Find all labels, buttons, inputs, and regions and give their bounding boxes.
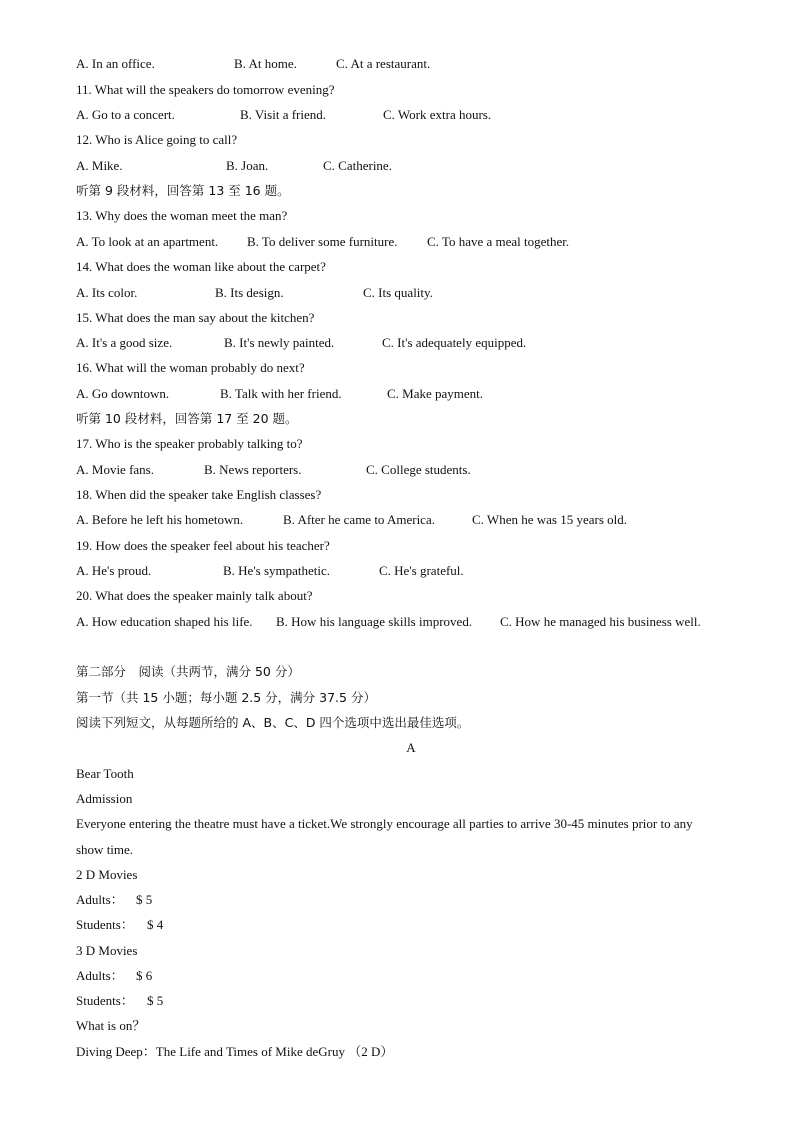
q20-option-b: B. How his language skills improved. [276, 614, 473, 629]
q18-option-b: B. After he came to America. [283, 512, 435, 527]
q19-option-a: A. He's proud. [76, 563, 152, 578]
admission-text-line-1: Everyone entering the theatre must have a ticket.We strongly encourage all parties to arrive 30-45 minutes prior to any [76, 816, 693, 831]
q17-option-a: A. Movie fans. [76, 462, 154, 477]
students-label: Students： [76, 917, 134, 932]
price-2d-adults: $ 5 [136, 892, 153, 907]
section9-instruction: 听第 9 段材料，回答第 13 至 16 题。 [76, 183, 290, 198]
q16-option-b: B. Talk with her friend. [220, 386, 342, 401]
admission-heading: Admission [76, 791, 133, 806]
q15-option-a: A. It's a good size. [76, 335, 173, 350]
q17-option-c: C. College students. [366, 462, 471, 477]
adults-label: Adults： [76, 968, 124, 983]
q13-question: 13. Why does the woman meet the man? [76, 208, 288, 223]
q15-question: 15. What does the man say about the kitchen? [76, 310, 315, 325]
adults-label: Adults： [76, 892, 124, 907]
q15-option-b: B. It's newly painted. [224, 335, 335, 350]
passage-label: A [406, 740, 416, 755]
price-3d-adults: $ 6 [136, 968, 153, 983]
q17-option-b: B. News reporters. [204, 462, 302, 477]
q13-option-c: C. To have a meal together. [427, 234, 570, 249]
q11-option-a: A. Go to a concert. [76, 107, 175, 122]
q14-question: 14. What does the woman like about the carpet? [76, 259, 326, 274]
q10-option-a: A. In an office. [76, 56, 155, 71]
q18-option-c: C. When he was 15 years old. [472, 512, 628, 527]
q11-option-b: B. Visit a friend. [240, 107, 326, 122]
q10-option-b: B. At home. [234, 56, 297, 71]
q19-option-b: B. He's sympathetic. [223, 563, 331, 578]
q14-option-b: B. Its design. [215, 285, 284, 300]
q11-option-c: C. Work extra hours. [383, 107, 492, 122]
q12-question: 12. Who is Alice going to call? [76, 132, 238, 147]
q19-question: 19. How does the speaker feel about his teacher? [76, 538, 330, 553]
q20-question: 20. What does the speaker mainly talk about? [76, 588, 313, 603]
q20-option-a: A. How education shaped his life. [76, 614, 253, 629]
q16-option-a: A. Go downtown. [76, 386, 170, 401]
movies-3d-heading: 3 D Movies [76, 943, 138, 958]
admission-text-line-2: show time. [76, 842, 134, 857]
q18-option-a: A. Before he left his hometown. [76, 512, 244, 527]
students-label: Students： [76, 993, 134, 1008]
part2-heading: 第二部分 阅读（共两节，满分 50 分） [76, 664, 300, 679]
q18-question: 18. When did the speaker take English classes? [76, 487, 322, 502]
q13-option-b: B. To deliver some furniture. [247, 234, 398, 249]
q14-option-a: A. Its color. [76, 285, 138, 300]
q10-option-c: C. At a restaurant. [336, 56, 431, 71]
whats-on-heading: What is on？ [76, 1018, 146, 1033]
part2-section1-heading: 第一节（共 15 小题；每小题 2.5 分，满分 37.5 分） [76, 690, 376, 705]
part2-instruction: 阅读下列短文，从每题所给的 A、B、C、D 四个选项中选出最佳选项。 [76, 715, 470, 730]
q12-option-b: B. Joan. [226, 158, 269, 173]
q19-option-c: C. He's grateful. [379, 563, 464, 578]
q15-option-c: C. It's adequately equipped. [382, 335, 527, 350]
price-2d-students: $ 4 [147, 917, 164, 932]
passage-title: Bear Tooth [76, 766, 134, 781]
q11-question: 11. What will the speakers do tomorrow evening? [76, 82, 335, 97]
film-1-title: Diving Deep：The Life and Times of Mike deGruy （2 D） [76, 1044, 394, 1059]
price-3d-students: $ 5 [147, 993, 164, 1008]
section10-instruction: 听第 10 段材料，回答第 17 至 20 题。 [76, 411, 298, 426]
q12-option-a: A. Mike. [76, 158, 123, 173]
q14-option-c: C. Its quality. [363, 285, 433, 300]
q17-question: 17. Who is the speaker probably talking to? [76, 436, 303, 451]
q12-option-c: C. Catherine. [323, 158, 392, 173]
q20-option-c: C. How he managed his business well. [500, 614, 701, 629]
movies-2d-heading: 2 D Movies [76, 867, 138, 882]
q16-option-c: C. Make payment. [387, 386, 484, 401]
q16-question: 16. What will the woman probably do next? [76, 360, 305, 375]
q13-option-a: A. To look at an apartment. [76, 234, 219, 249]
